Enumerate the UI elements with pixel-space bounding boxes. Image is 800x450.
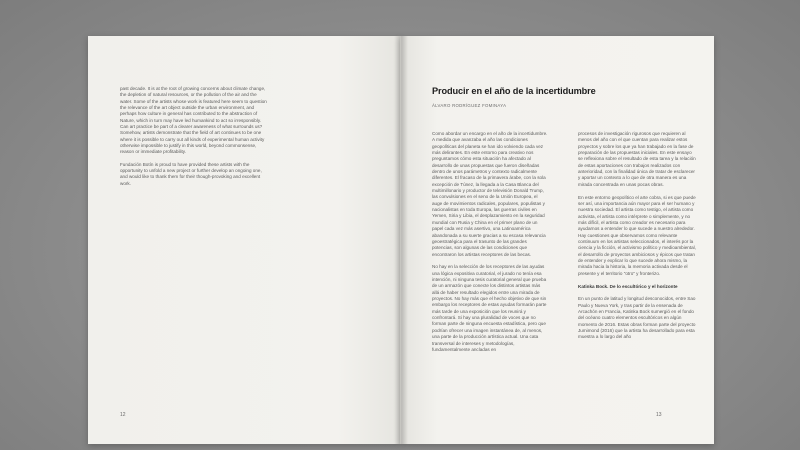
col1-paragraph-1: Como abordar un encargo en el año de la incertidumbre. A medida que avanzaba el año las condiciones geopolíticas del planeta se han ido volviendo cada vez más delirantes. En este entorno para creativo nos preguntamos cómo esta situación ha afectado al desarrollo de unas propuestas que fueron diseñadas dentro de unos parámetros y contexto radicalmente diferentes. El fracaso de la primavera árabe, con la sola excepción de Túnez, la llegada a la Casa Blanca del multimillonario y productor de televisión Donald Trump, las convulsiones en el seno de la Unión Europea, el auge de movimientos radicales, populares, populistas y nacionalistas en toda Europa, las guerras civiles en Yemen, Siria y Libia, el desplazamiento en la seguridad mundial con Rusia y China en el primer plano de un papel cada vez más asertivo, una Latinoamérica abandonada a su suerte gracias a su escasa relevancia geoestratégica para el trasunto de las grandes potencias, son algunas de las condiciones que encontraron los artistas receptores de las becas. [432,131,548,257]
right-column-1 [432,131,548,360]
page-number-right: 13 [656,412,662,418]
right-page [400,36,714,444]
book-gutter [394,36,408,444]
page-number-left: 12 [120,412,126,418]
article-author: ÁLVARO RODRÍGUEZ FOMINAYA [432,103,507,108]
col1-paragraph-2: No hay en la selección de los receptores de las ayudas una lógica expositiva curatorial, el jurado no tenía esa intención, ni ninguna tesis curatorial general que prueba de un armazón que conecte los distintos artistas más allá de haber resultado elegidos entre una mirada de proyectos. No hay más que el hecho objetivo de que sin embargo los receptores de estas ayudas formarán parte más tarde de una exposición que los reunirá y confrontará. Si hay una pluralidad de voces que no forman parte de ninguna encuesta estadística, pero que podrían ofrecer una imagen instantánea de, al menos, una parte de la producción artística actual. Una cata transversal de intereses y metodologías, fundamentalmente ancladas en [432,264,547,352]
open-book [88,36,714,444]
col2-paragraph-3: En un punto de latitud y longitud desconocidos, entre Sao Paulo y Nueva York, y tras partir de la ensenada de Arcachón en Francia, Katinka Bock sumergió en el fondo del océano cuatro elementos escultóricos en algún momento de 2016. Estas obras forman parte del proyecto Jumimond (2016) que la artista ha desarrollado para esta muestra a lo largo del año [578,296,696,340]
article-title: Producir en el año de la incertidumbre [432,86,596,96]
col2-paragraph-2: En este entorno geopolítico el arte cobra, si es que puede ser así, una importancia aún mayor para el ser humano y nuestra sociedad. El artista como testigo, el artista como activista, el artista como intérprete o simplemente, y no más difícil, el artista como creador es necesario para ayudarnos a entender lo que sucede a nuestro alrededor. Hay cuestiones que observamos como relevante continuum en los artistas seleccionados, el interés por la ciencia y la ficción, el activismo político y medioambiental, el desarrollo de proyectos ambiciosos y épicos que tratan de entender y explicar lo que sucede ahora mismo, la mirada hacia la historia, la memoria activada desde el presente y el territorio "otro" y fronterizo. [578,194,696,276]
section-subhead: Katinka Bock. De lo escultórico y el horizonte [578,283,678,289]
left-paragraph-1: past decade. It is at the root of growing concerns about climate change, the depletion of natural resources, or the pollution of the air and the water. Some of the artists whose work is featured here seem to question the relevance of the art object outside the urban environment, and perhaps how culture in general has contributed to the abstraction of Nature, which in turn may have led humankind to act so irresponsibly. Can art practice be part of a clearer awareness of what surrounds us? Somehow, artists demonstrate that the field of art continues to be one where it is possible to carry out all kinds of experimental human activity otherwise impossible to justify in this world, beyond commonsense, reason or immediate profitability. [120,86,267,155]
col2-paragraph-1: procesos de investigación rigurosos que requieren al menos del año con el que cuentan para realizar estos proyectos y sobre los que ya han trabajado en la fase de preparación de las propuestas iniciales. En este ensayo se reflexiona sobre el resultado de esta tarea y la relación de estas aportaciones con trabajos realizados con anterioridad, con la finalidad única de tratar de esclarecer y aportar un contexto a lo que de otra manera es una mirada concentrada en unas pocas obras. [578,131,696,187]
left-page [88,36,400,444]
left-paragraph-2: Fundación Botín is proud to have provided these artists with the opportunity to unfold a new project or further develop an ongoing one, and would like to thank them for their though-provoking and excellent work. [120,161,262,186]
left-page-body [120,86,270,193]
right-column-2 [578,131,696,347]
